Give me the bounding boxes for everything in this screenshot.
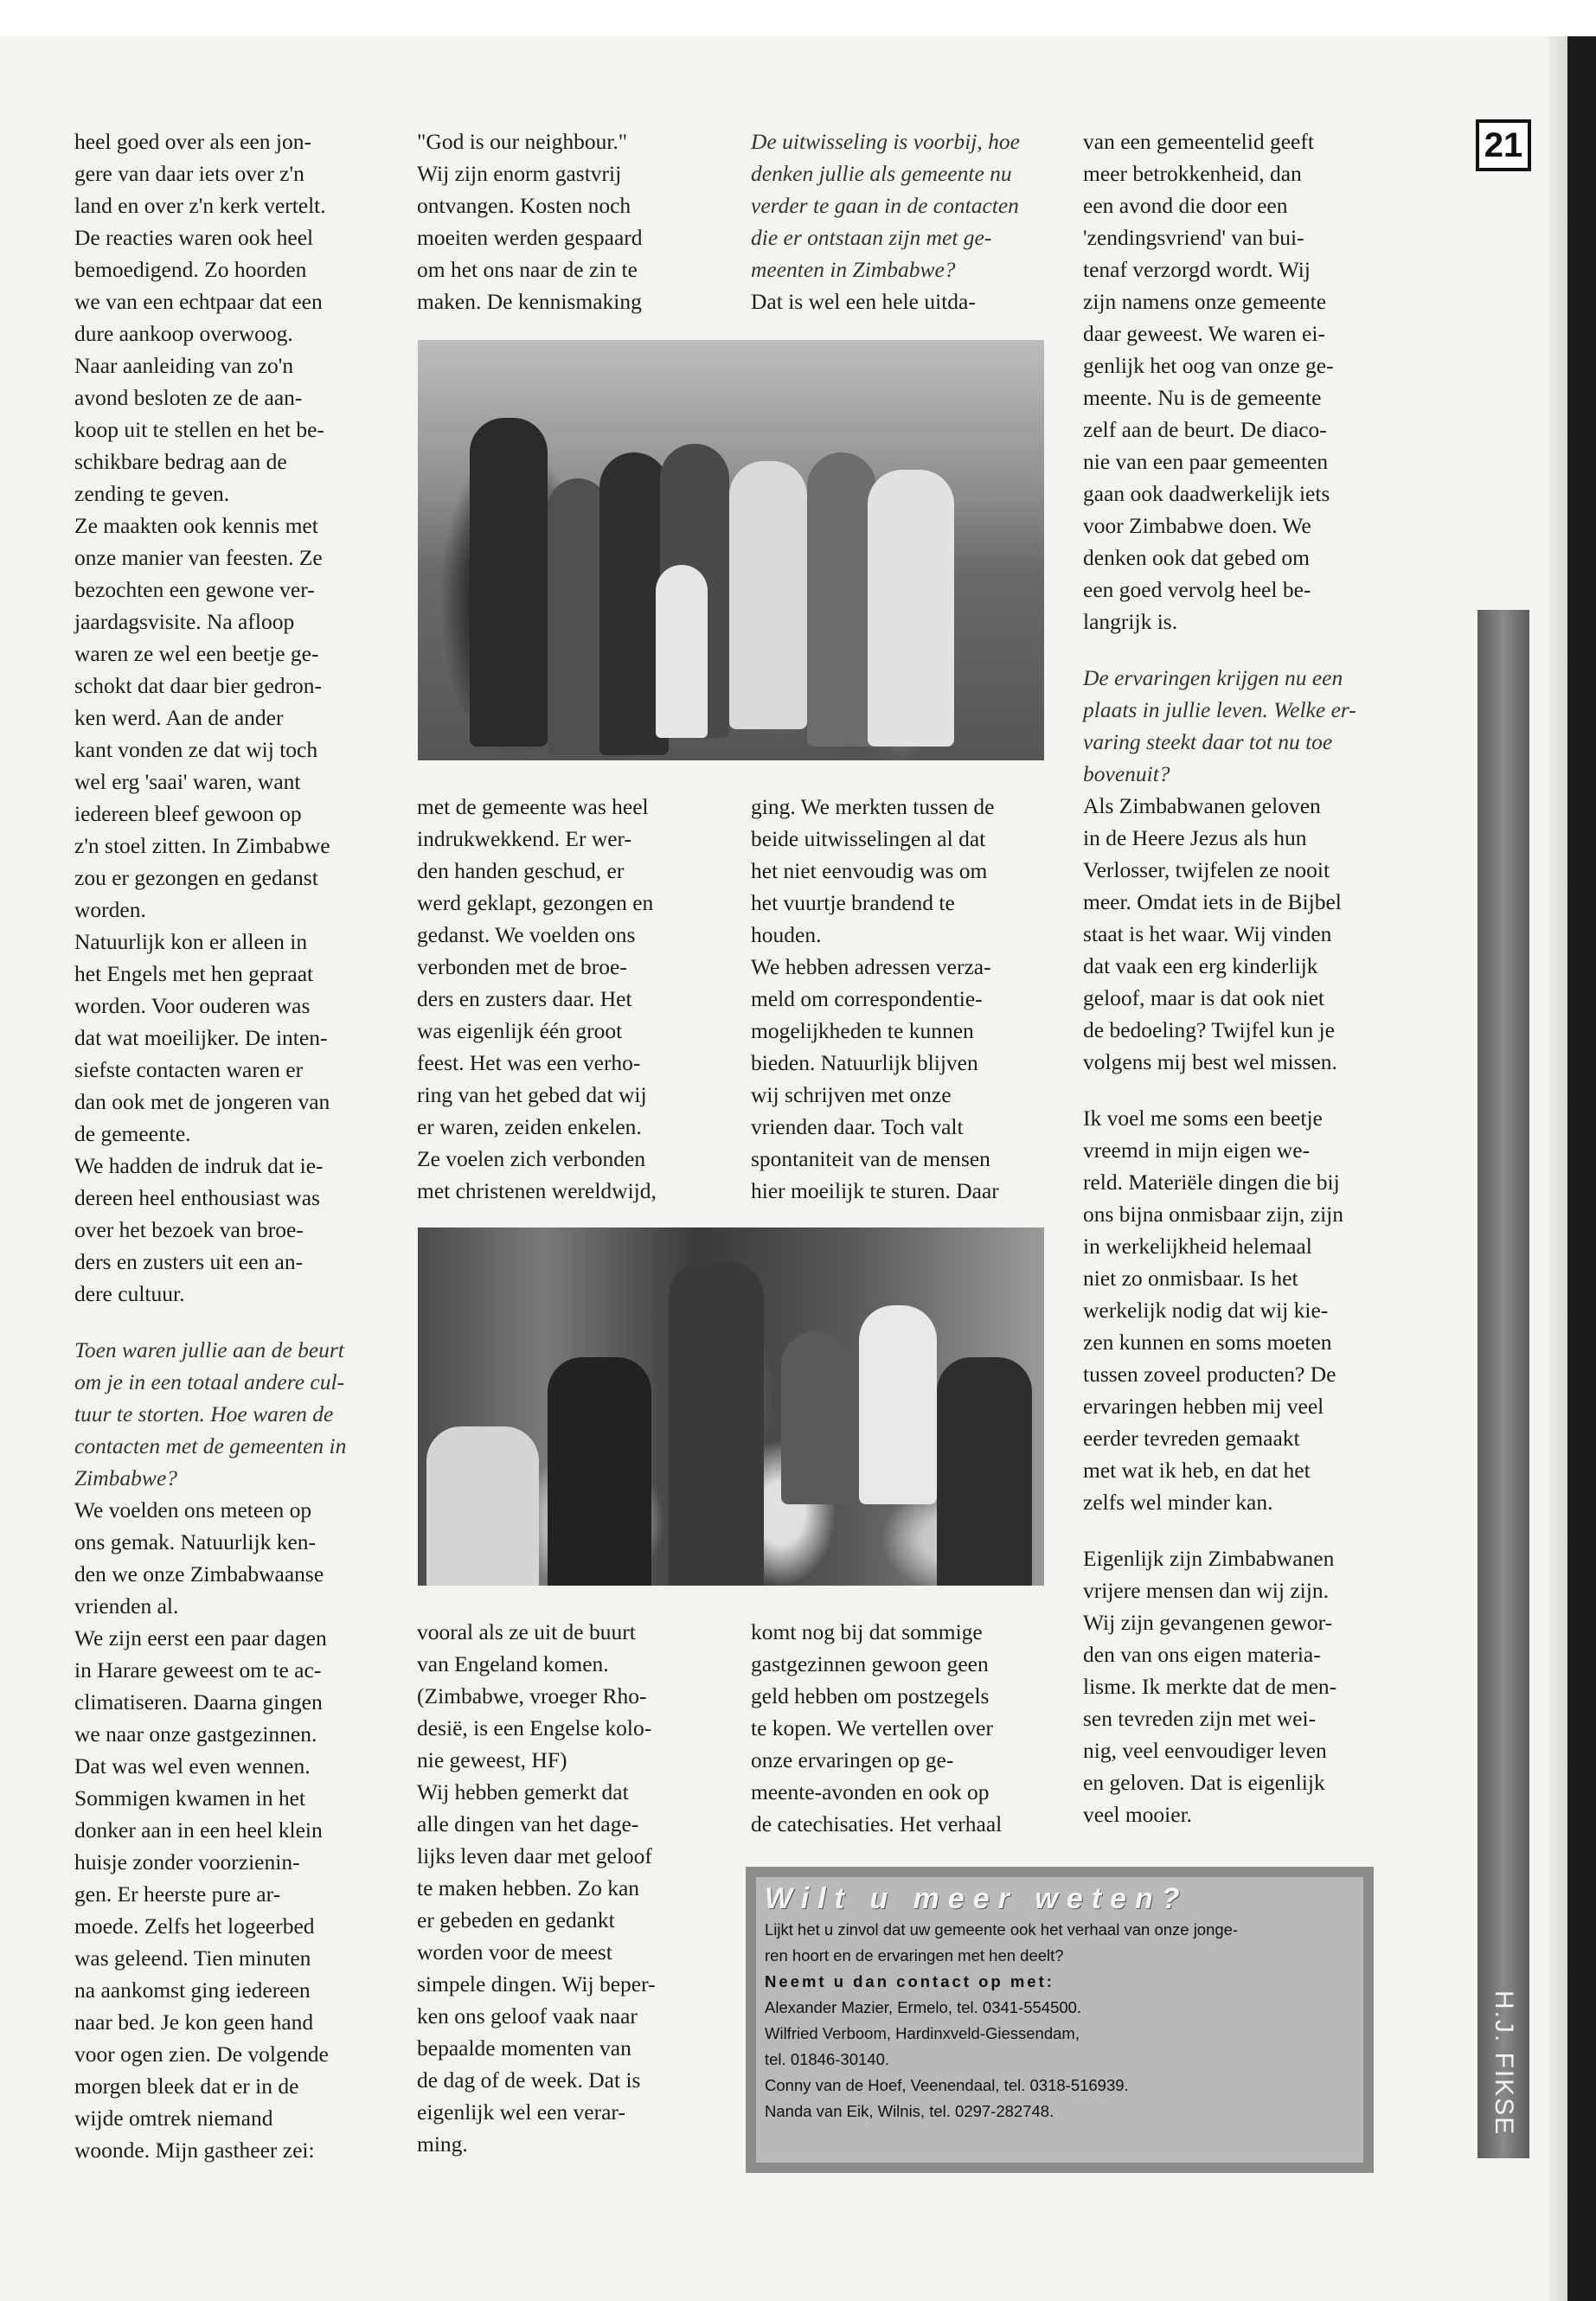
col4-question	[1083, 662, 1356, 790]
text-line: die er ontstaan zijn met ge-	[751, 225, 992, 250]
text-line: verbonden met de broe-	[417, 954, 627, 979]
info-line: ren hoort en de ervaringen met hen deelt?	[765, 1946, 1064, 1965]
text-line: staat is het waar. Wij vinden	[1083, 921, 1332, 946]
text-line: in de Heere Jezus als hun	[1083, 825, 1307, 850]
text-line: De uitwisseling is voorbij, hoe	[751, 129, 1020, 154]
text-line: morgen bleek dat er in de	[74, 2073, 299, 2099]
column-3-top	[751, 125, 1020, 317]
text-line: nig, veel eenvoudiger leven	[1083, 1738, 1327, 1763]
col3-mid-text	[751, 791, 999, 1207]
text-line: geloof, maar is dat ook niet	[1083, 985, 1325, 1010]
text-line: gere van daar iets over z'n	[74, 161, 304, 186]
text-line: daar geweest. We waren ei-	[1083, 321, 1325, 346]
text-line: koop uit te stellen en het be-	[74, 417, 324, 442]
text-line: een goed vervolg heel be-	[1083, 577, 1311, 602]
column-1	[74, 125, 346, 2166]
text-line: wel erg 'saai' waren, want	[74, 769, 301, 794]
text-line: in Harare geweest om te ac-	[74, 1657, 322, 1682]
text-line: moede. Zelfs het logeerbed	[74, 1913, 315, 1939]
author-byline	[1477, 1955, 1529, 2171]
contact-info-box	[746, 1867, 1374, 2173]
text-line: voor ogen zien. De volgende	[74, 2041, 329, 2067]
text-line: simpele dingen. Wij beper-	[417, 1971, 656, 1997]
text-line: lisme. Ik merkte dat de men-	[1083, 1674, 1337, 1699]
text-line: houden.	[751, 922, 822, 947]
text-line: worden. Voor ouderen was	[74, 993, 311, 1018]
text-line: zijn namens onze gemeente	[1083, 289, 1327, 314]
col4-answer-text	[1083, 790, 1356, 1078]
contact-line: Nanda van Eik, Wilnis, tel. 0297-282748.	[765, 2102, 1054, 2120]
text-line: zelfs wel minder kan.	[1083, 1490, 1273, 1515]
scan-border	[1567, 36, 1596, 2301]
text-line: verder te gaan in de contacten	[751, 193, 1019, 218]
text-line: naar bed. Je kon geen hand	[74, 2009, 314, 2035]
text-line: Toen waren jullie aan de beurt	[74, 1337, 344, 1362]
text-line: bezochten een gewone ver-	[74, 577, 315, 602]
text-line: zou er gezongen en gedanst	[74, 865, 318, 890]
col2-bottom-text	[417, 1616, 656, 2160]
text-line: Dat was wel even wennen.	[74, 1753, 311, 1779]
author-byline-text: H.J. FIKSE	[1490, 1990, 1518, 2137]
text-line: onze ervaringen op ge-	[751, 1747, 954, 1772]
column-3-mid	[751, 791, 999, 1207]
text-line: bepaalde momenten van	[417, 2035, 631, 2061]
col3-top-text	[751, 285, 1020, 317]
text-line: plaats in jullie leven. Welke er-	[1083, 697, 1356, 722]
text-line: De reacties waren ook heel	[74, 225, 314, 250]
text-line: ders en zusters daar. Het	[417, 986, 632, 1011]
text-line: meer betrokkenheid, dan	[1083, 161, 1302, 186]
text-line: we van een echtpaar dat een	[74, 289, 323, 314]
text-line: dere cultuur.	[74, 1281, 185, 1306]
text-line: Verlosser, twijfelen ze nooit	[1083, 857, 1330, 882]
text-line: gastgezinnen gewoon geen	[751, 1651, 989, 1676]
text-line: Als Zimbabwanen geloven	[1083, 793, 1321, 818]
text-line: dure aankoop overwoog.	[74, 321, 293, 346]
column-3-bottom	[751, 1616, 1002, 1840]
text-line: van Engeland komen.	[417, 1651, 609, 1676]
text-line: we naar onze gastgezinnen.	[74, 1721, 317, 1747]
contact-line: tel. 01846-30140.	[765, 2050, 890, 2068]
text-line: Wij zijn gevangenen gewor-	[1083, 1610, 1333, 1635]
col1-bottom-text	[74, 1494, 346, 2166]
text-line: en geloven. Dat is eigenlijk	[1083, 1770, 1325, 1795]
text-line: We hadden de indruk dat ie-	[74, 1153, 324, 1178]
text-line: eigenlijk wel een verar-	[417, 2099, 625, 2125]
text-line: over het bezoek van broe-	[74, 1217, 304, 1242]
col1-question	[74, 1334, 346, 1494]
text-line: Ik voel me soms een beetje	[1083, 1106, 1323, 1131]
text-line: met wat ik heb, en dat het	[1083, 1458, 1311, 1483]
text-line: de bedoeling? Twijfel kun je	[1083, 1017, 1335, 1042]
text-line: worden voor de meest	[417, 1939, 612, 1965]
text-line: met christenen wereldwijd,	[417, 1178, 657, 1203]
text-line: land en over z'n kerk vertelt.	[74, 193, 326, 218]
text-line: heel goed over als een jon-	[74, 129, 312, 154]
text-line: gedanst. We voelden ons	[417, 922, 636, 947]
info-line-contact-heading: Neemt u dan contact op met:	[765, 1972, 1054, 1990]
info-box-content	[765, 1881, 1238, 2125]
text-line: schikbare bedrag aan de	[74, 449, 287, 474]
text-line: dat wat moeilijker. De inten-	[74, 1025, 328, 1050]
text-line: feest. Het was een verho-	[417, 1050, 641, 1075]
text-line: van een gemeentelid geeft	[1083, 129, 1314, 154]
text-line: in werkelijkheid helemaal	[1083, 1234, 1312, 1259]
text-line: waren ze wel een beetje ge-	[74, 641, 319, 666]
text-line: volgens mij best wel missen.	[1083, 1049, 1337, 1074]
text-line: Eigenlijk zijn Zimbabwanen	[1083, 1546, 1335, 1571]
text-line: worden.	[74, 897, 146, 922]
text-line: denken ook dat gebed om	[1083, 545, 1311, 570]
text-line: reld. Materiële dingen die bij	[1083, 1170, 1340, 1195]
text-line: Sommigen kwamen in het	[74, 1785, 306, 1811]
text-line: den handen geschud, er	[417, 858, 625, 883]
text-line: werkelijk nodig dat wij kie-	[1083, 1298, 1329, 1323]
text-line: bovenuit?	[1083, 761, 1170, 786]
text-line: de gemeente.	[74, 1121, 191, 1146]
text-line: te maken hebben. Zo kan	[417, 1875, 640, 1900]
info-box-title: Wilt u meer weten?	[765, 1882, 1189, 1915]
col4-paragraph-3	[1083, 1542, 1356, 1830]
text-line: ring van het gebed dat wij	[417, 1082, 647, 1107]
text-line: niet zo onmisbaar. Is het	[1083, 1266, 1298, 1291]
text-line: jaardagsvisite. Na afloop	[74, 609, 295, 634]
text-line: een avond die door een	[1083, 193, 1288, 218]
text-line: om het ons naar de zin te	[417, 257, 638, 282]
text-line: ontvangen. Kosten noch	[417, 193, 631, 218]
text-line: tussen zoveel producten? De	[1083, 1362, 1336, 1387]
text-line: vrienden daar. Toch valt	[751, 1114, 964, 1139]
text-line: het niet eenvoudig was om	[751, 858, 988, 883]
text-line: mogelijkheden te kunnen	[751, 1018, 974, 1043]
text-line: de catechisaties. Het verhaal	[751, 1811, 1003, 1836]
text-line: z'n stoel zitten. In Zimbabwe	[74, 833, 330, 858]
text-line: zending te geven.	[74, 481, 230, 506]
page-top-edge	[0, 0, 1596, 36]
info-line: Lijkt het u zinvol dat uw gemeente ook het verhaal van onze jonge-	[765, 1920, 1239, 1939]
text-line: Ze maakten ook kennis met	[74, 513, 318, 538]
text-line: meente-avonden en ook op	[751, 1779, 990, 1804]
text-line: meente. Nu is de gemeente	[1083, 385, 1322, 410]
text-line: ervaringen hebben mij veel	[1083, 1394, 1324, 1419]
text-line: het Engels met hen gepraat	[74, 961, 314, 986]
text-line: het vuurtje brandend te	[751, 890, 955, 915]
text-line: vooral als ze uit de buurt	[417, 1619, 636, 1644]
text-line: komt nog bij dat sommige	[751, 1619, 983, 1644]
contact-line: Conny van de Hoef, Veenendaal, tel. 0318-516939.	[765, 2076, 1129, 2094]
text-line: ken werd. Aan de ander	[74, 705, 284, 730]
text-line: denken jullie als gemeente nu	[751, 161, 1012, 186]
text-line: geld hebben om postzegels	[751, 1683, 990, 1708]
text-line: onze manier van feesten. Ze	[74, 545, 323, 570]
text-line: indrukwekkend. Er wer-	[417, 826, 632, 851]
text-line: 'zendingsvriend' van bui-	[1083, 225, 1304, 250]
indoor-meal-photo	[418, 1227, 1044, 1586]
text-line: dat vaak een erg kinderlijk	[1083, 953, 1318, 978]
text-line: iedereen bleef gewoon op	[74, 801, 302, 826]
text-line: lijks leven daar met geloof	[417, 1843, 652, 1868]
text-line: den van ons eigen materia-	[1083, 1642, 1321, 1667]
contact-line: Wilfried Verboom, Hardinxveld-Giessendam,	[765, 2024, 1080, 2042]
column-2-top	[417, 125, 643, 317]
text-line: maken. De kennismaking	[417, 289, 642, 314]
text-line: Naar aanleiding van zo'n	[74, 353, 294, 378]
text-line: eerder tevreden gemaakt	[1083, 1426, 1300, 1451]
text-line: varing steekt daar tot nu toe	[1083, 729, 1333, 754]
column-2-mid	[417, 791, 657, 1207]
text-line: siefste contacten waren er	[74, 1057, 304, 1082]
text-line: huisje zonder voorzienin-	[74, 1849, 300, 1875]
text-line: beide uitwisselingen al dat	[751, 826, 986, 851]
text-line: ders en zusters uit een an-	[74, 1249, 304, 1274]
text-line: We hebben adressen verza-	[751, 954, 991, 979]
text-line: bemoedigend. Zo hoorden	[74, 257, 307, 282]
text-line: sen tevreden zijn met wei-	[1083, 1706, 1317, 1731]
text-line: meer. Omdat iets in de Bijbel	[1083, 889, 1342, 914]
text-line: er waren, zeiden enkelen.	[417, 1114, 642, 1139]
text-line: Wij hebben gemerkt dat	[417, 1779, 629, 1804]
text-line: vreemd in mijn eigen we-	[1083, 1138, 1310, 1163]
text-line: We zijn eerst een paar dagen	[74, 1625, 327, 1650]
col3-bottom-text	[751, 1616, 1002, 1840]
text-line: Wij zijn enorm gastvrij	[417, 161, 622, 186]
text-line: veel mooier.	[1083, 1802, 1193, 1827]
text-line: tuur te storten. Hoe waren de	[74, 1401, 334, 1426]
group-photo-outdoors	[418, 340, 1044, 760]
column-4	[1083, 125, 1356, 1830]
text-line: langrijk is.	[1083, 609, 1178, 634]
text-line: meld om correspondentie-	[751, 986, 983, 1011]
text-line: spontaniteit van de mensen	[751, 1146, 990, 1171]
col4-paragraph-2	[1083, 1102, 1356, 1518]
text-line: tenaf verzorgd wordt. Wij	[1083, 257, 1311, 282]
text-line: nie van een paar gemeenten	[1083, 449, 1329, 474]
text-line: om je in een totaal andere cul-	[74, 1369, 345, 1394]
text-line: alle dingen van het dage-	[417, 1811, 639, 1836]
text-line: na aankomst ging iedereen	[74, 1977, 311, 2003]
text-line: meenten in Zimbabwe?	[751, 257, 956, 282]
text-line: ging. We merkten tussen de	[751, 794, 995, 819]
text-line: contacten met de gemeenten in	[74, 1433, 347, 1458]
text-line: wijde omtrek niemand	[74, 2106, 273, 2131]
text-line: was geleend. Tien minuten	[74, 1945, 311, 1971]
text-line: Natuurlijk kon er alleen in	[74, 929, 308, 954]
text-line: ken ons geloof vaak naar	[417, 2003, 638, 2029]
text-line: ming.	[417, 2131, 468, 2157]
text-line: dan ook met de jongeren van	[74, 1089, 330, 1114]
text-line: Dat is wel een hele uitda-	[751, 289, 976, 314]
text-line: met de gemeente was heel	[417, 794, 649, 819]
text-line: gen. Er heerste pure ar-	[74, 1881, 281, 1907]
col2-mid-text	[417, 791, 657, 1207]
text-line: bieden. Natuurlijk blijven	[751, 1050, 978, 1075]
page-number: 21	[1476, 119, 1531, 171]
col3-question	[751, 125, 1020, 285]
text-line: de dag of de week. Dat is	[417, 2067, 641, 2093]
text-line: vrienden al.	[74, 1593, 179, 1618]
text-line: zen kunnen en soms moeten	[1083, 1330, 1332, 1355]
text-line: Ze voelen zich verbonden	[417, 1146, 646, 1171]
text-line: donker aan in een heel klein	[74, 1817, 323, 1843]
text-line: ons gemak. Natuurlijk ken-	[74, 1529, 317, 1554]
text-line: nie geweest, HF)	[417, 1747, 567, 1772]
text-line: vrijere mensen dan wij zijn.	[1083, 1578, 1329, 1603]
text-line: werd geklapt, gezongen en	[417, 890, 654, 915]
text-line: Zimbabwe?	[74, 1465, 178, 1490]
text-line: We voelden ons meteen op	[74, 1497, 312, 1522]
col1-top-text	[74, 125, 346, 1310]
col2-top-text	[417, 125, 643, 317]
text-line: gaan ook daadwerkelijk iets	[1083, 481, 1330, 506]
text-line: avond besloten ze de aan-	[74, 385, 303, 410]
page-right-edge	[1548, 36, 1567, 2301]
text-line: moeiten werden gespaard	[417, 225, 643, 250]
text-line: wij schrijven met onze	[751, 1082, 952, 1107]
text-line: den we onze Zimbabwaanse	[74, 1561, 324, 1586]
text-line: voor Zimbabwe doen. We	[1083, 513, 1311, 538]
text-line: ons bijna onmisbaar zijn, zijn	[1083, 1202, 1343, 1227]
col4-top-text	[1083, 125, 1356, 638]
text-line: te kopen. We vertellen over	[751, 1715, 993, 1740]
text-line: zelf aan de beurt. De diaco-	[1083, 417, 1327, 442]
text-line: desië, is een Engelse kolo-	[417, 1715, 652, 1740]
text-line: er gebeden en gedankt	[417, 1907, 615, 1932]
text-line: De ervaringen krijgen nu een	[1083, 665, 1343, 690]
text-line: climatiseren. Daarna gingen	[74, 1689, 323, 1715]
text-line: genlijk het oog van onze ge-	[1083, 353, 1334, 378]
text-line: "God is our neighbour."	[417, 129, 628, 154]
column-2-bottom	[417, 1616, 656, 2160]
text-line: (Zimbabwe, vroeger Rho-	[417, 1683, 647, 1708]
text-line: kant vonden ze dat wij toch	[74, 737, 318, 762]
text-line: woonde. Mijn gastheer zei:	[74, 2138, 315, 2163]
contact-line: Alexander Mazier, Ermelo, tel. 0341-554500.	[765, 1998, 1082, 2016]
text-line: dereen heel enthousiast was	[74, 1185, 320, 1210]
byline-strip	[1477, 610, 1529, 2158]
text-line: was eigenlijk één groot	[417, 1018, 623, 1043]
text-line: hier moeilijk te sturen. Daar	[751, 1178, 999, 1203]
text-line: schokt dat daar bier gedron-	[74, 673, 323, 698]
